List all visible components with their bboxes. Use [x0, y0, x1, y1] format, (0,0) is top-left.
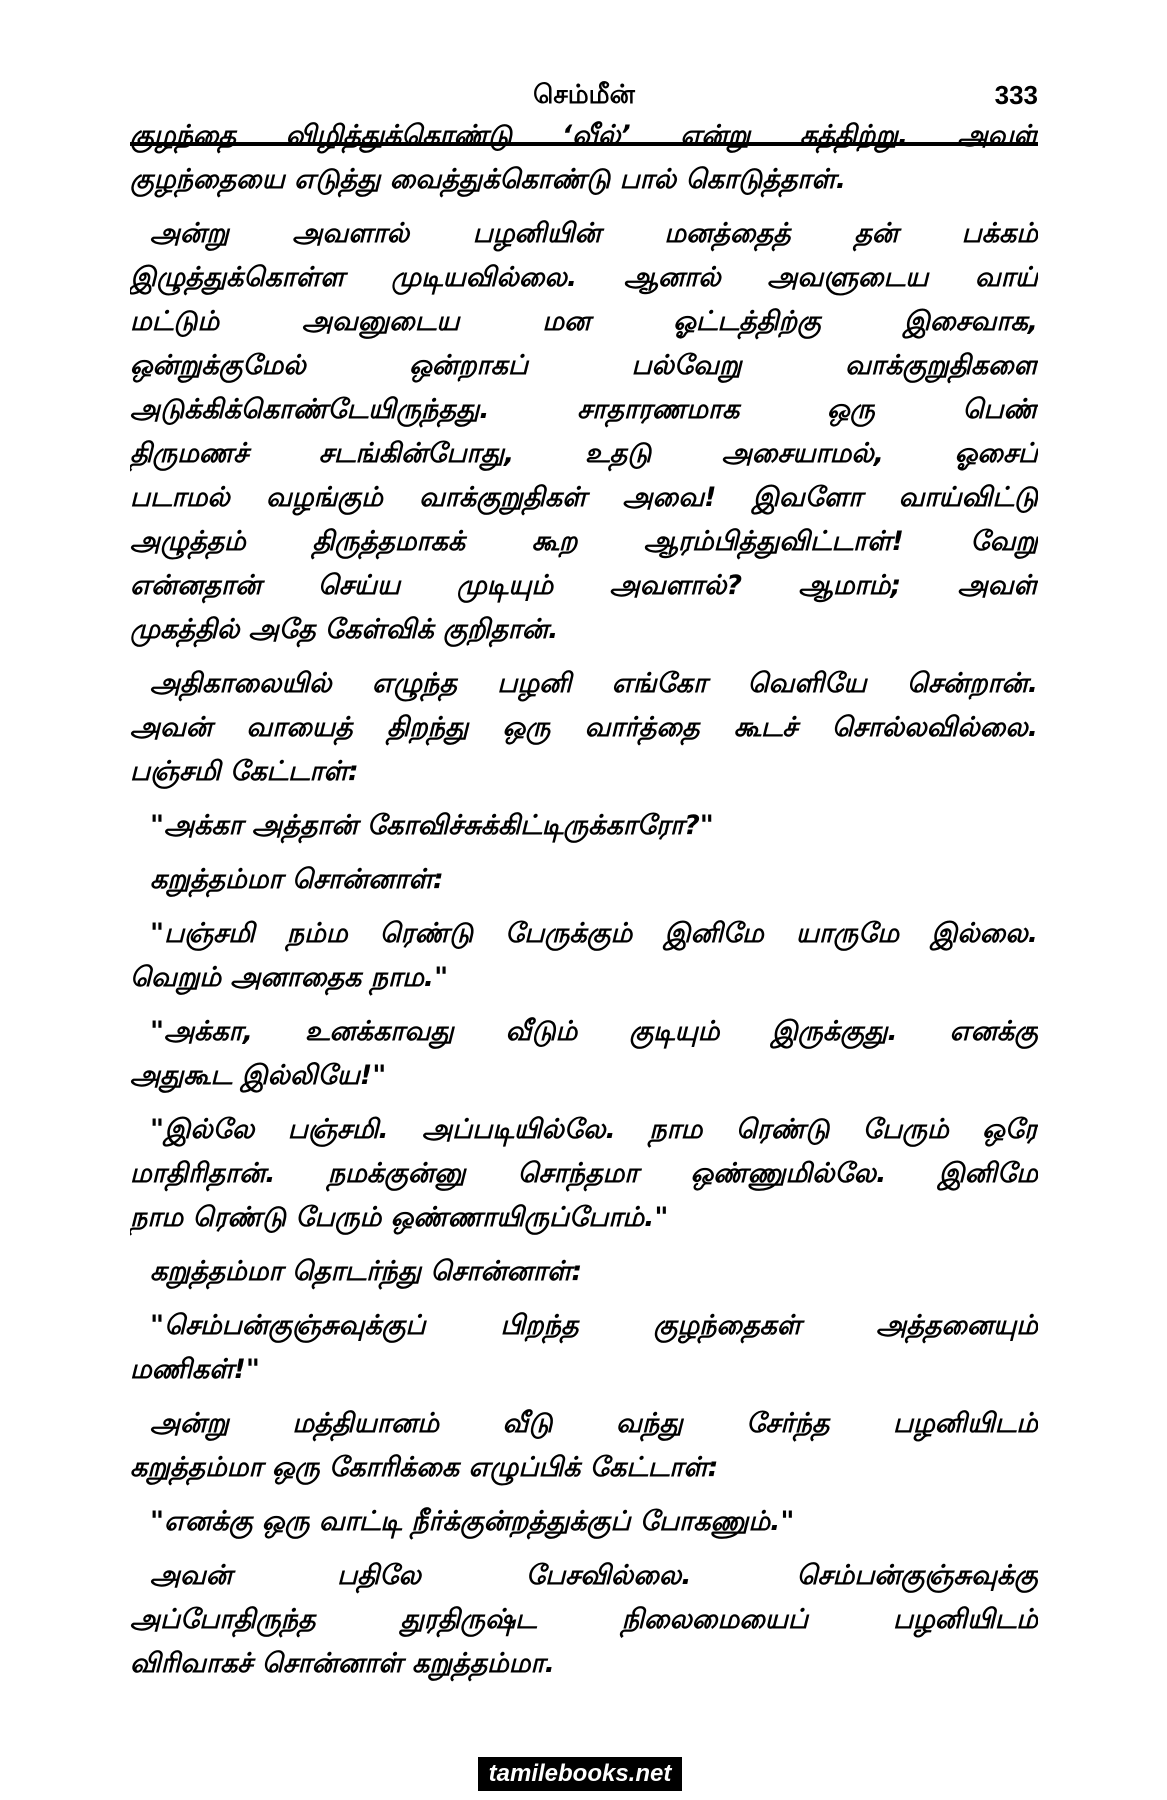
text-line: வெறும் அனாதைக நாம." [130, 962, 449, 993]
paragraph [130, 912, 1038, 1000]
paragraph [130, 1500, 1038, 1544]
text-line: அவன் வாயைத் திறந்து ஒரு வார்த்தை கூடச் சொல்லவில்லை. [130, 712, 1038, 743]
text-line: அப்போதிருந்த துரதிருஷ்ட நிலைமையைப் பழனியிடம் [130, 1604, 1038, 1635]
paragraph [130, 1554, 1038, 1686]
text-line: ஒன்றுக்குமேல் ஒன்றாகப் பல்வேறு வாக்குறுதிகளை [130, 350, 1038, 381]
text-line: குழந்தையை எடுத்து வைத்துக்கொண்டு பால் கொடுத்தாள். [130, 164, 847, 195]
text-line: "அக்கா, உனக்காவது வீடும் குடியும் இருக்குது. எனக்கு [150, 1016, 1038, 1047]
paragraph [130, 804, 1038, 848]
paragraph [130, 212, 1038, 652]
text-line: அழுத்தம் திருத்தமாகக் கூற ஆரம்பித்துவிட்டாள்! வேறு [130, 526, 1038, 557]
text-line: கறுத்தம்மா ஒரு கோரிக்கை எழுப்பிக் கேட்டாள்: [130, 1452, 719, 1483]
text-line: மாதிரிதான். நமக்குன்னு சொந்தமா ஒண்ணுமில்லே. இனிமே [130, 1158, 1038, 1189]
text-line: "எனக்கு ஒரு வாட்டி நீர்க்குன்றத்துக்குப் போகணும்." [150, 1506, 795, 1537]
text-line: என்னதான் செய்ய முடியும் அவளால்? ஆமாம்; அவள் [130, 570, 1038, 601]
text-line: இழுத்துக்கொள்ள முடியவில்லை. ஆனால் அவளுடைய வாய் [130, 262, 1038, 293]
text-line: பஞ்சமி கேட்டாள்: [130, 756, 359, 787]
paragraph [130, 114, 1038, 202]
watermark: tamilebooks.net [478, 1757, 682, 1791]
text-line: குழந்தை விழித்துக்கொண்டு ‘வீல்’ என்று கத்திற்று. அவள் [130, 120, 1038, 151]
text-line: "செம்பன்குஞ்சுவுக்குப் பிறந்த குழந்தைகள் அத்தனையும் [150, 1310, 1038, 1341]
text-line: "பஞ்சமி நம்ம ரெண்டு பேருக்கும் இனிமே யாருமே இல்லை. [150, 918, 1038, 949]
text-line: அவன் பதிலே பேசவில்லை. செம்பன்குஞ்சுவுக்கு [150, 1560, 1038, 1591]
text-line: அன்று அவளால் பழனியின் மனத்தைத் தன் பக்கம் [150, 218, 1038, 249]
paragraph [130, 662, 1038, 794]
paragraph [130, 1250, 1038, 1294]
page-number: 333 [994, 80, 1038, 110]
text-line: முகத்தில் அதே கேள்விக் குறிதான். [130, 614, 559, 645]
paragraph [130, 1108, 1038, 1240]
text-line: அதுகூட இல்லியே!" [130, 1060, 387, 1091]
text-line: அன்று மத்தியானம் வீடு வந்து சேர்ந்த பழனியிடம் [150, 1408, 1038, 1439]
paragraph [130, 1010, 1038, 1098]
text-line: கறுத்தம்மா தொடர்ந்து சொன்னாள்: [150, 1256, 583, 1287]
text-line: "இல்லே பஞ்சமி. அப்படியில்லே. நாம ரெண்டு பேரும் ஒரே [150, 1114, 1038, 1145]
paragraph [130, 1402, 1038, 1490]
text-line: மட்டும் அவனுடைய மன ஓட்டத்திற்கு இசைவாக, [130, 306, 1038, 337]
text-line: மணிகள்!" [130, 1354, 260, 1385]
page-body [130, 114, 1038, 1686]
text-line: "அக்கா அத்தான் கோவிச்சுக்கிட்டிருக்காரோ?" [150, 810, 714, 841]
paragraph [130, 858, 1038, 902]
text-line: அடுக்கிக்கொண்டேயிருந்தது. சாதாரணமாக ஒரு பெண் [130, 394, 1038, 425]
text-line: திருமணச் சடங்கின்போது, உதடு அசையாமல், ஓசைப் [130, 438, 1038, 469]
paragraph [130, 1304, 1038, 1392]
text-line: படாமல் வழங்கும் வாக்குறுதிகள் அவை! இவளோ வாய்விட்டு [130, 482, 1038, 513]
text-line: கறுத்தம்மா சொன்னாள்: [150, 864, 444, 895]
running-title: செம்மீன் [533, 80, 635, 110]
text-line: அதிகாலையில் எழுந்த பழனி எங்கோ வெளியே சென்றான். [150, 668, 1038, 699]
text-line: நாம ரெண்டு பேரும் ஒண்ணாயிருப்போம்." [130, 1202, 669, 1233]
text-line: விரிவாகச் சொன்னாள் கறுத்தம்மா. [130, 1648, 555, 1679]
